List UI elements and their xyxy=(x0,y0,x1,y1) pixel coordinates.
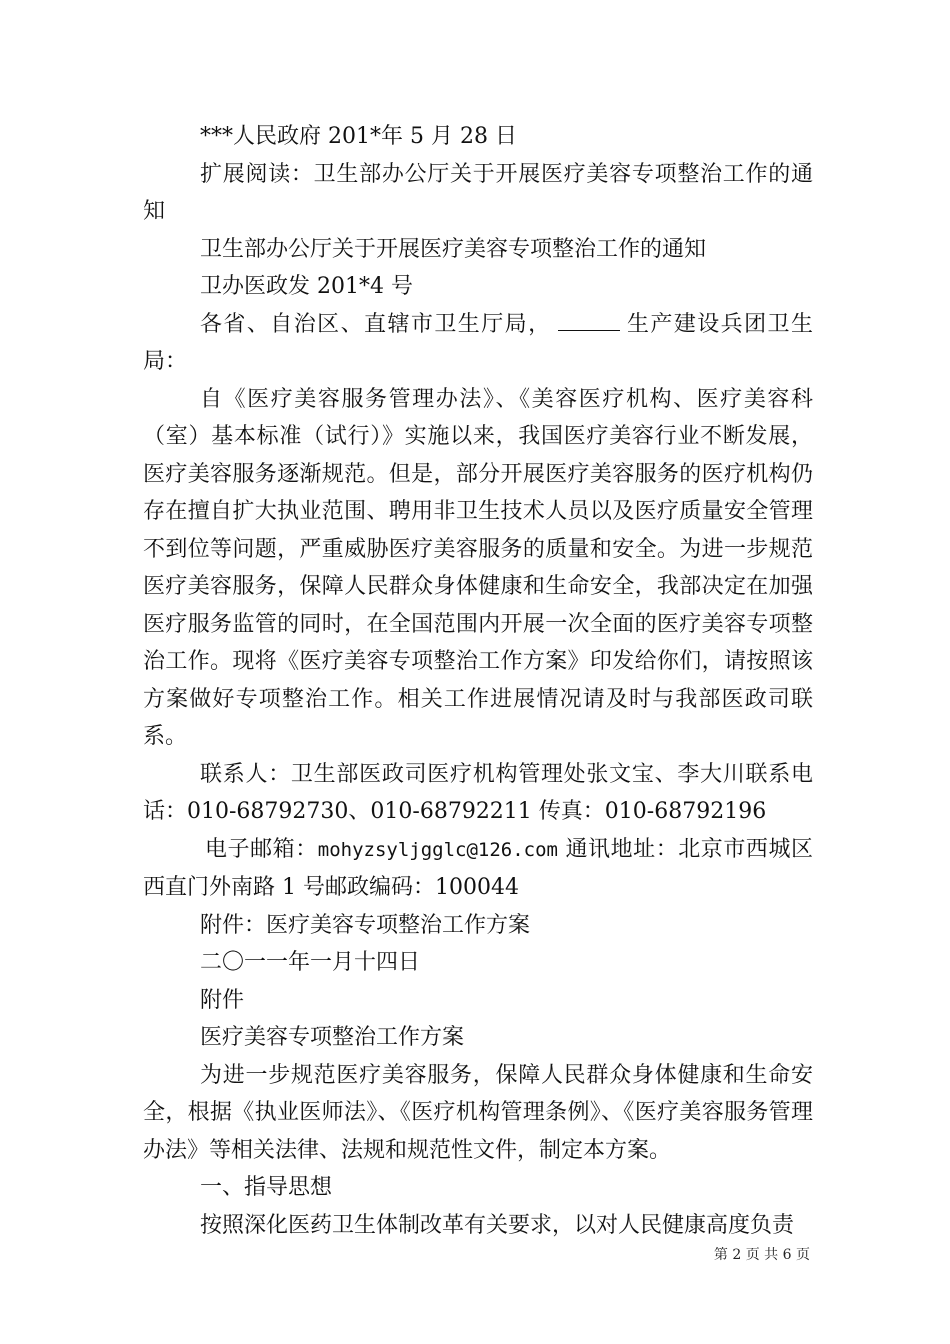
p-signature: ***人民政府 201*年 5 月 28 日 xyxy=(200,124,517,149)
p-notice-title: 卫生部办公厅关于开展医疗美容专项整治工作的通知 xyxy=(200,236,707,262)
page-footer: 第 2 页 共 6 页 xyxy=(713,1247,810,1263)
blank-underline xyxy=(558,310,620,331)
p-extended-reading: 扩展阅读：卫生部办公厅关于开展医疗美容专项整治工作的通知 xyxy=(143,161,813,224)
p-section-1-body: 按照深化医药卫生体制改革有关要求，以对人民健康高度负责 xyxy=(200,1212,795,1238)
p-main: 自《医疗美容服务管理办法》、《美容医疗机构、医疗美容科（室）基本标准（试行）》实施以来，我国医疗美容行业不断发展，医疗美容服务逐渐规范。但是，部分开展医疗美容服务的医疗机构仍存在擅自扩大执业范围、聘用非卫生技术人员以及医疗质量安全管理不到位等问题，严重威胁医疗美容服务的质量和安全。为进一步规范医疗美容服务，保障人民群众身体健康和生命安全，我部决定在加强医疗服务监管的同时，在全国范围内开展一次全面的医疗美容专项整治工作。现将《医疗美容专项整治工作方案》印发给你们，请按照该方案做好专项整治工作。相关工作进展情况请及时与我部医政司联系。 xyxy=(143,386,813,749)
addressee-line: 各省、自治区、直辖市卫生厅局， 生产建设兵团卫生局： xyxy=(143,311,813,374)
p-plan-intro: 为进一步规范医疗美容服务，保障人民群众身体健康和生命安全，根据《执业医师法》、《医疗机构管理条例》、《医疗美容服务管理办法》等相关法律、法规和规范性文件，制定本方案。 xyxy=(143,1062,813,1163)
p-plan-title: 医疗美容专项整治工作方案 xyxy=(200,1025,465,1050)
p-attachment: 附件 xyxy=(200,987,245,1013)
email-address: mohyzsyljgglc@126.com xyxy=(317,838,558,861)
p-contact: 联系人：卫生部医政司医疗机构管理处张文宝、李大川联系电话：010-68792730、010-68792211 传真：010-68792196 xyxy=(143,761,813,824)
p-attachment-note: 附件：医疗美容专项整治工作方案 xyxy=(200,912,531,938)
document-body xyxy=(143,118,813,1244)
email-address-paragraph: 电子邮箱：mohyzsyljgglc@126.com 通讯地址：北京市西城区西直门外南路 1 号邮政编码：100044 xyxy=(143,836,813,900)
p-date: 二〇一一年一月十四日 xyxy=(200,950,421,975)
p-section-1: 一、指导思想 xyxy=(200,1175,333,1200)
p-doc-number: 卫办医政发 201*4 号 xyxy=(200,274,413,299)
